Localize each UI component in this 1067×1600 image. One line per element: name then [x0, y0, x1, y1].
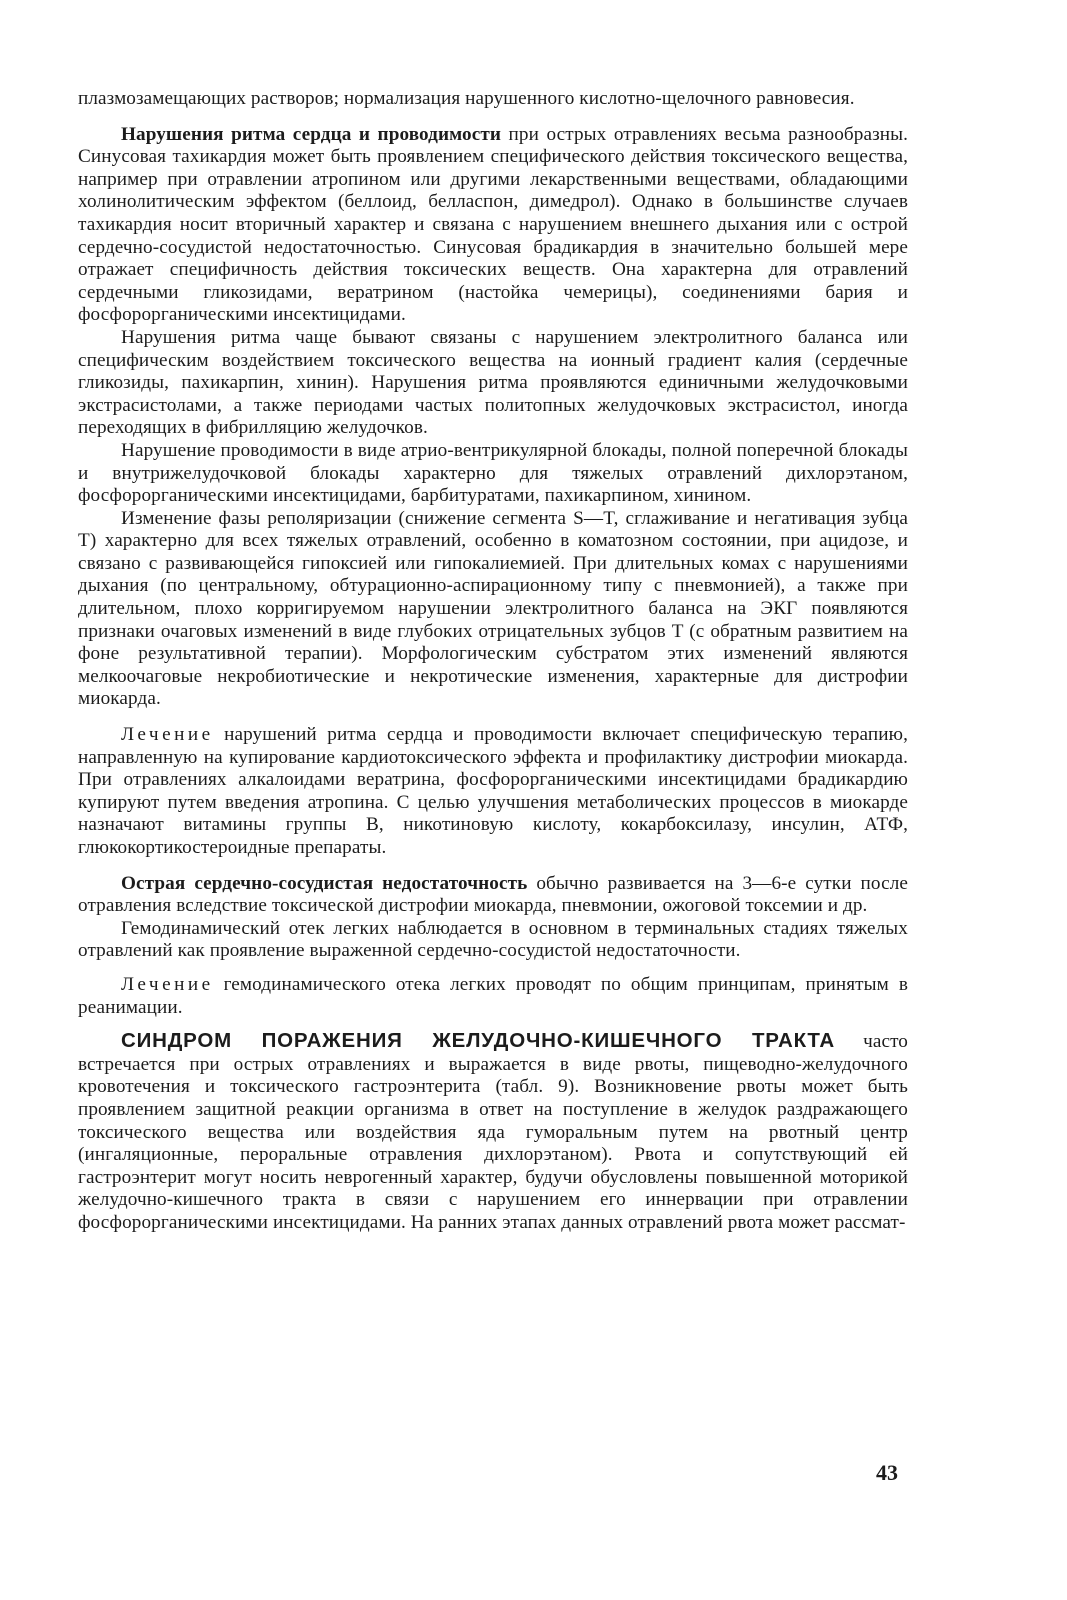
page-number: 43 — [876, 1460, 898, 1485]
section-heading: СИНДРОМ ПОРАЖЕНИЯ ЖЕЛУДОЧНО-КИШЕЧНОГО ТРАКТА — [121, 1029, 836, 1053]
paragraph-rhythm-disorders — [78, 327, 908, 440]
paragraph-gi-syndrome — [78, 1030, 908, 1234]
paragraph-text: Нарушение проводимости в виде атрио-вентрикулярной блокады, полной поперечной блокады и внутрижелудочковой блокады характерно для тяжелых отравлений дихлорэтаном, фосфорорганическими инсектицидами, барбитуратами, пахикарпином, хинином. — [78, 439, 908, 507]
paragraph-text: Изменение фазы реполяризации (снижение сегмента S—T, сглаживание и негативация зубца T) характерно для всех тяжелых отравлений, особенно в коматозном состоянии, при ацидозе, и связано с развивающейся гипоксией или гипокалиемией. При длительных комах с нарушениями дыхания (по центральному, обтурационно-аспирационному типу с пневмонией), а также при длительном, плохо корригируемом нарушении электролитного баланса на ЭКГ появляются признаки очаговых изменений в виде глубоких отрицательных зубцов T (с обратным развитием на фоне результативной терапии). Морфологическим субстратом этих изменений являются мелкоочаговые некробиотические и некротические изменения, характерные для дистрофии миокарда. — [78, 507, 908, 710]
paragraph-lead-term: Острая сердечно-сосудистая недостаточность — [121, 872, 528, 894]
paragraph-heart-failure — [78, 873, 908, 918]
paragraph-lead-term: Нарушения ритма сердца и проводимости — [121, 123, 502, 145]
paragraph-text: нарушений ритма сердца и проводимости включает специфическую терапию, направленную на купирование кардиотоксического эффекта и профилактику дистрофии миокарда. При отравлениях алкалоидами вератрина, фосфорорганическими инсектицидами брадикардию купируют путем введения атропина. С целью улучшения метаболических процессов в миокарде назначают витамины группы В, никотиновую кислоту, кокарбоксилазу, инсулин, АТФ, глюкокортикостероидные препараты. — [78, 724, 908, 858]
paragraph-continuation — [78, 88, 908, 111]
paragraph-pulmonary-edema — [78, 918, 908, 963]
paragraph-text: гемодинамического отека легких проводят по общим принципам, принятым в реанимации. — [78, 973, 908, 1018]
paragraph-text: Нарушения ритма чаще бывают связаны с нарушением электролитного баланса или специфическим воздействием токсического вещества на ионный градиент калия (сердечные гликозиды, пахикарпин, хинин). Нарушения ритма проявляются единичными желудочковыми экстрасистолами, а также периодами частых политопных желудочковых экстрасистол, иногда переходящих в фибрилляцию желудочков. — [78, 326, 908, 439]
paragraph-arrhythmia-intro — [78, 124, 908, 327]
paragraph-repolarization — [78, 508, 908, 711]
paragraph-text: Гемодинамический отек легких наблюдается в основном в терминальных стадиях тяжелых отравлений как проявление выраженной сердечно-сосудистой недостаточности. — [78, 917, 908, 962]
paragraph-arrhythmia-treatment — [78, 724, 908, 860]
paragraph-text: плазмозамещающих растворов; нормализация нарушенного кислотно-щелочного равновесия. — [78, 88, 855, 109]
paragraph-text: часто встречается при острых отравлениях и выражается в виде рвоты, пищеводно-желудочного кровотечения и токсического гастроэнтерита (табл. 9). Возникновение рвоты может быть проявлением защитной реакции организма в ответ на поступление в желудок раздражающего токсического вещества или воздействия яда гуморальным путем на рвотный центр (ингаляционные, пероральные отравления дихлорэтаном). Рвота и сопутствующий ей гастроэнтерит могут носить неврогенный характер, будучи обусловлены повышенной моторикой желудочно-кишечного тракта в связи с нарушением его иннервации при отравлении фосфорорганическими инсектицидами. На ранних этапах данных отравлений рвота может рассмат- — [78, 1031, 908, 1233]
paragraph-text: при острых отравлениях весьма разнообразны. Синусовая тахикардия может быть проявлением специфического действия токсического вещества, например при отравлении атропином или другими лекарственными веществами, обладающими холинолитическим эффектом (беллоид, белласпон, димедрол). Однако в большинстве случаев тахикардия носит вторичный характер и связана с нарушением внешнего дыхания или с острой сердечно-сосудистой недостаточностью. Синусовая брадикардия в значительно большей мере отражает специфичность действия токсических веществ. Она характерна для отравлений сердечными гликозидами, вератрином (настойка чемерицы), соединениями бария и фосфорорганическими инсектицидами. — [78, 123, 909, 326]
paragraph-conduction-disorders — [78, 440, 908, 508]
paragraph-lead-term: Лечение — [121, 724, 214, 746]
paragraph-lead-term: Лечение — [121, 973, 214, 995]
paragraph-edema-treatment — [78, 974, 908, 1019]
paragraph-text: обычно развивается на 3—6-е сутки после отравления вследствие токсической дистрофии миокарда, пневмонии, ожоговой токсемии и др. — [78, 872, 908, 917]
book-page — [78, 88, 908, 1235]
